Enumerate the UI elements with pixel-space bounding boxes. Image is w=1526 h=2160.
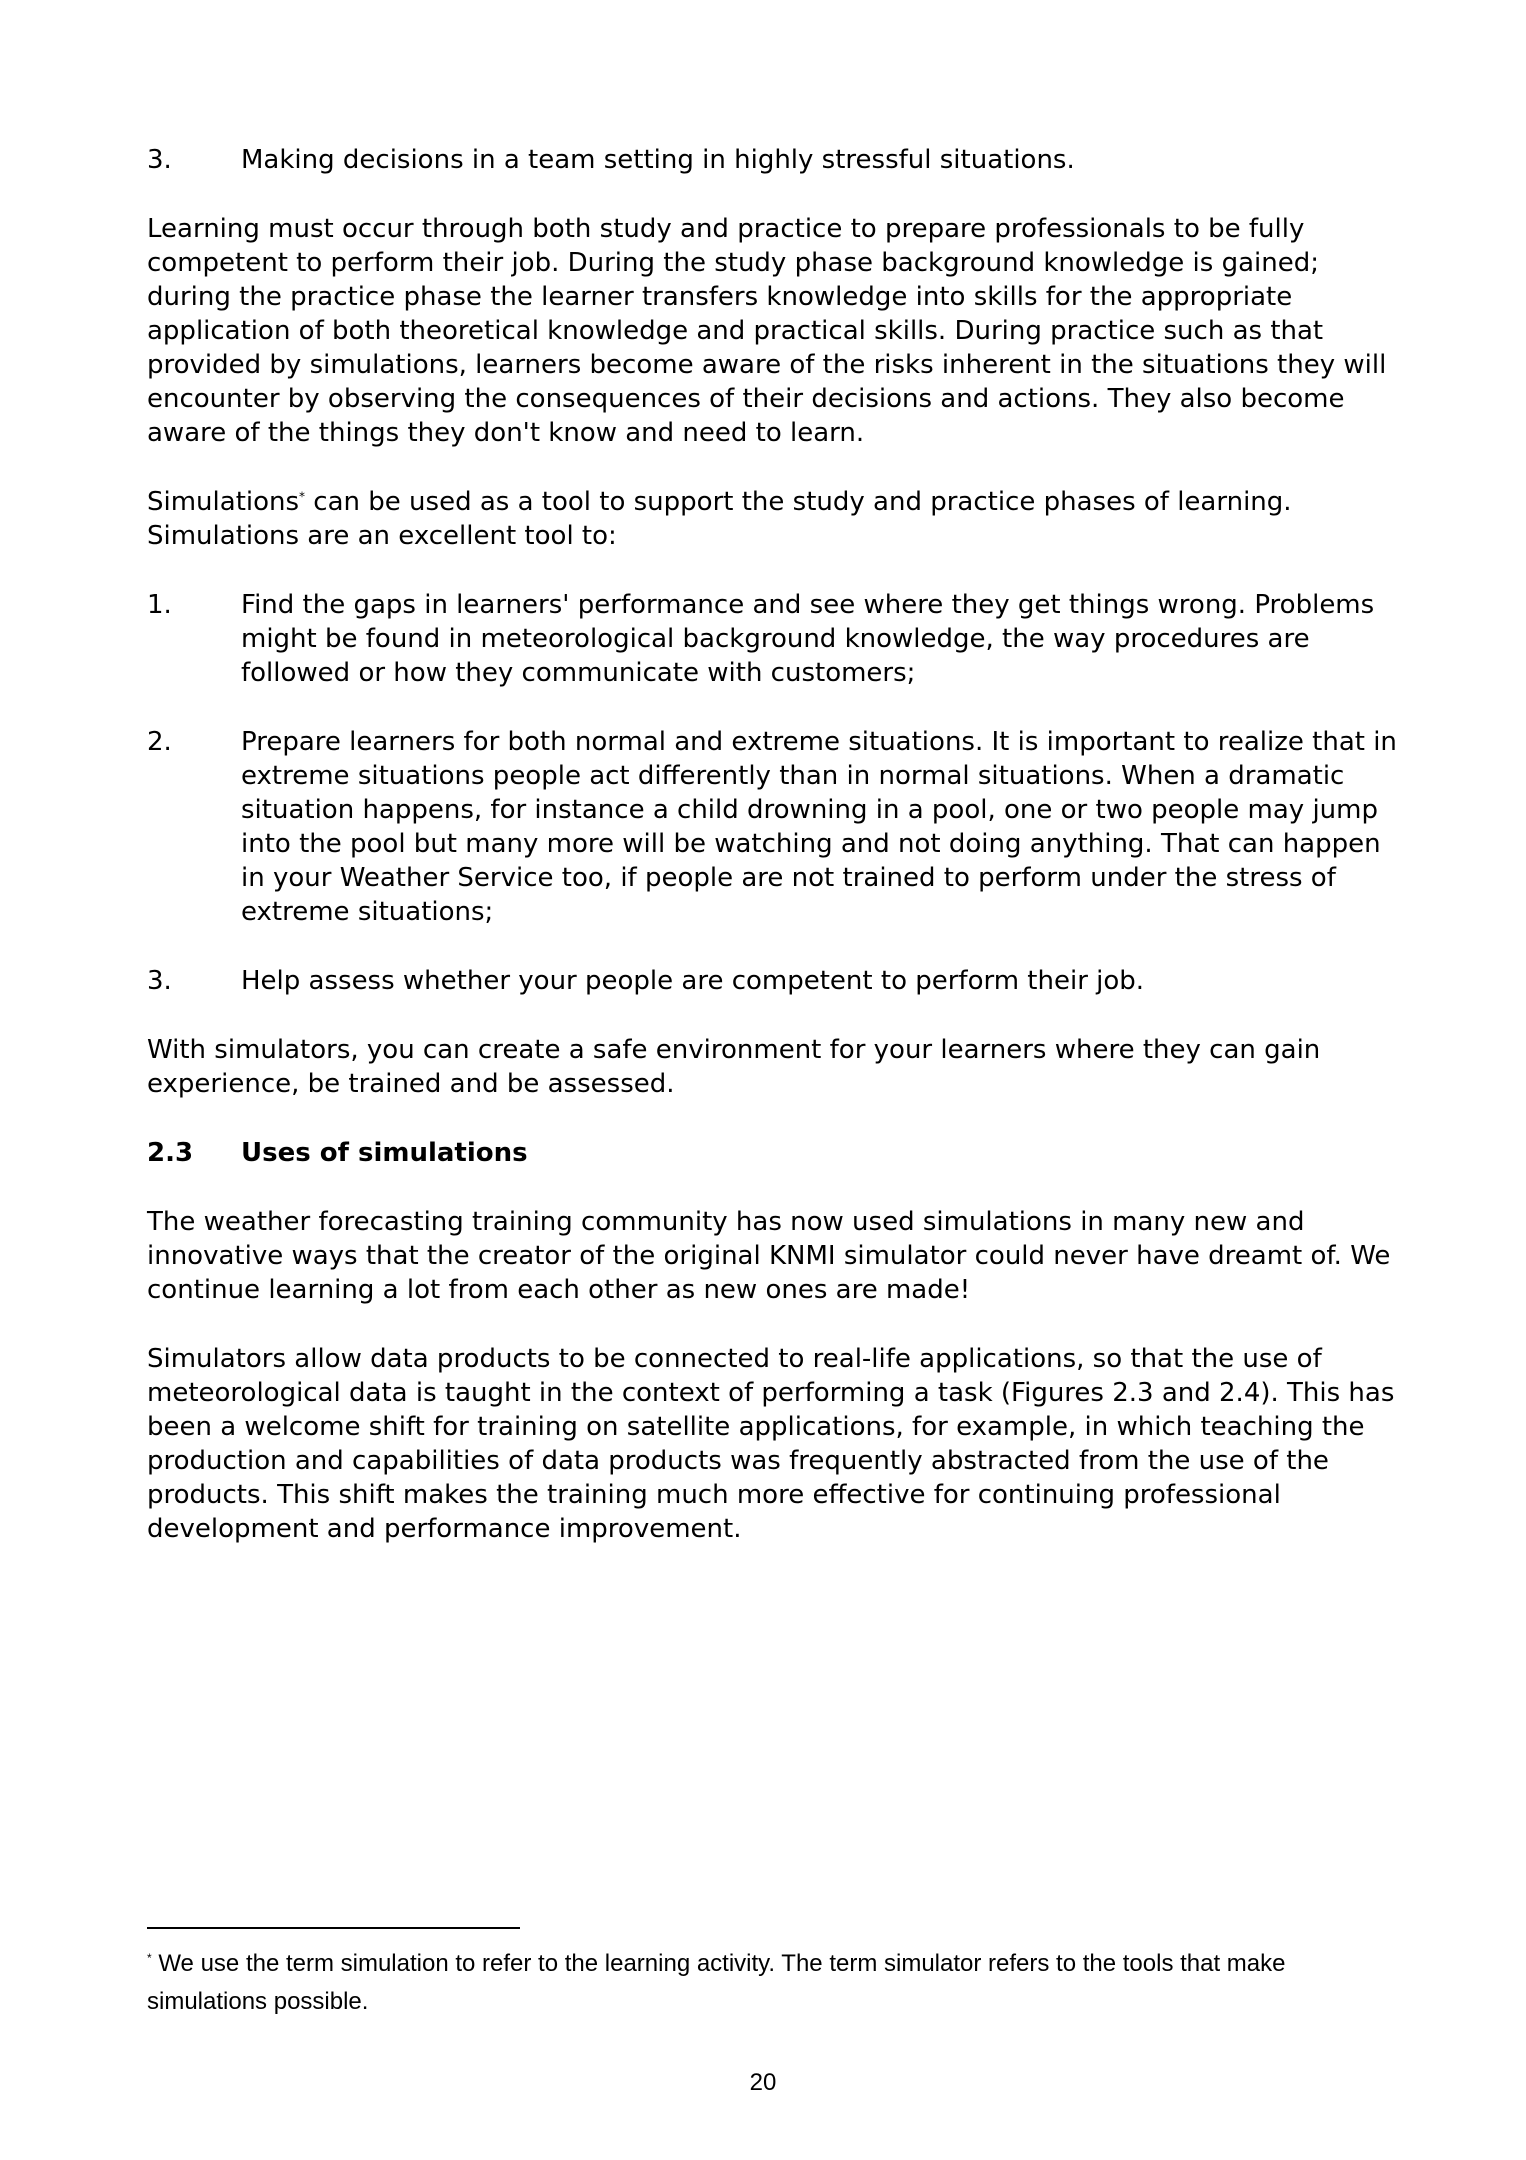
list-number: 1. bbox=[147, 590, 172, 620]
list-text: Help assess whether your people are competent to perform their job. bbox=[241, 966, 1145, 996]
paragraph-simulators: With simulators, you can create a safe environment for your learners where they can gain experience, be trained and be assessed. bbox=[147, 1035, 1321, 1099]
paragraph-learning: Learning must occur through both study and practice to prepare professionals to be fully competent to perform their job. During the study phase background knowledge is gained; during the practice phase the learner transfers knowledge into skills for the appropriate application of both theoretical knowledge and practical skills. During practice such as that provided by simulations, learners become aware of the risks inherent in the situations they will encounter by observing the consequences of their decisions and actions. They also become aware of the things they don't know and need to learn. bbox=[147, 214, 1387, 448]
footnote bbox=[147, 1945, 1387, 2021]
paragraph-simulations-intro bbox=[147, 485, 1407, 553]
page-body bbox=[147, 143, 1407, 1581]
list-item-prepare-learners bbox=[147, 725, 1407, 929]
list-item-find-gaps bbox=[147, 588, 1407, 690]
list-text: Prepare learners for both normal and extreme situations. It is important to realize that in extreme situations people act differently than in normal situations. When a dramatic situation happens, for instance a child drowning in a pool, one or two people may jump into the pool but many more will be watching and not doing anything. That can happen in your Weather Service too, if people are not trained to perform under the stress of extreme situations; bbox=[241, 727, 1397, 927]
section-number: 2.3 bbox=[147, 1138, 194, 1168]
list-text: Find the gaps in learners' performance and see where they get things wrong. Problems might be found in meteorological background knowledge, the way procedures are followed or how they communicate with customers; bbox=[241, 590, 1375, 688]
simulations-word: Simulations bbox=[147, 487, 300, 517]
list-item-assess-competence bbox=[147, 964, 1407, 998]
page-number: 20 bbox=[749, 2069, 777, 2096]
list-number: 3. bbox=[147, 966, 172, 996]
paragraph-data-products: Simulators allow data products to be connected to real-life applications, so that the use of meteorological data is taught in the context of performing a task (Figures 2.3 and 2.4). This has been a welcome shift for training on satellite applications, for example, in which teaching the production and capabilities of data products was frequently abstracted from the use of the products. This shift makes the training much more effective for continuing professional development and performance improvement. bbox=[147, 1344, 1395, 1544]
list-item-making-decisions bbox=[147, 143, 1407, 177]
footnote-marker: * bbox=[147, 1951, 152, 1965]
section-heading bbox=[147, 1136, 1407, 1170]
footnote-reference-marker[interactable]: * bbox=[299, 489, 306, 504]
paragraph-community: The weather forecasting training community has now used simulations in many new and innovative ways that the creator of the original KNMI simulator could never have dreamt of. We continue learning a lot from each other as new ones are made! bbox=[147, 1207, 1391, 1305]
simulations-intro-text: can be used as a tool to support the study and practice phases of learning. Simulations are an excellent tool to: bbox=[147, 487, 1292, 551]
list-number: 2. bbox=[147, 727, 172, 757]
footnote-separator bbox=[147, 1927, 520, 1929]
list-text: Making decisions in a team setting in highly stressful situations. bbox=[241, 145, 1075, 175]
list-number: 3. bbox=[147, 145, 172, 175]
footnote-text: We use the term simulation to refer to the learning activity. The term simulator refers to the tools that make simulations possible. bbox=[147, 1950, 1286, 2015]
section-title: Uses of simulations bbox=[241, 1138, 528, 1168]
